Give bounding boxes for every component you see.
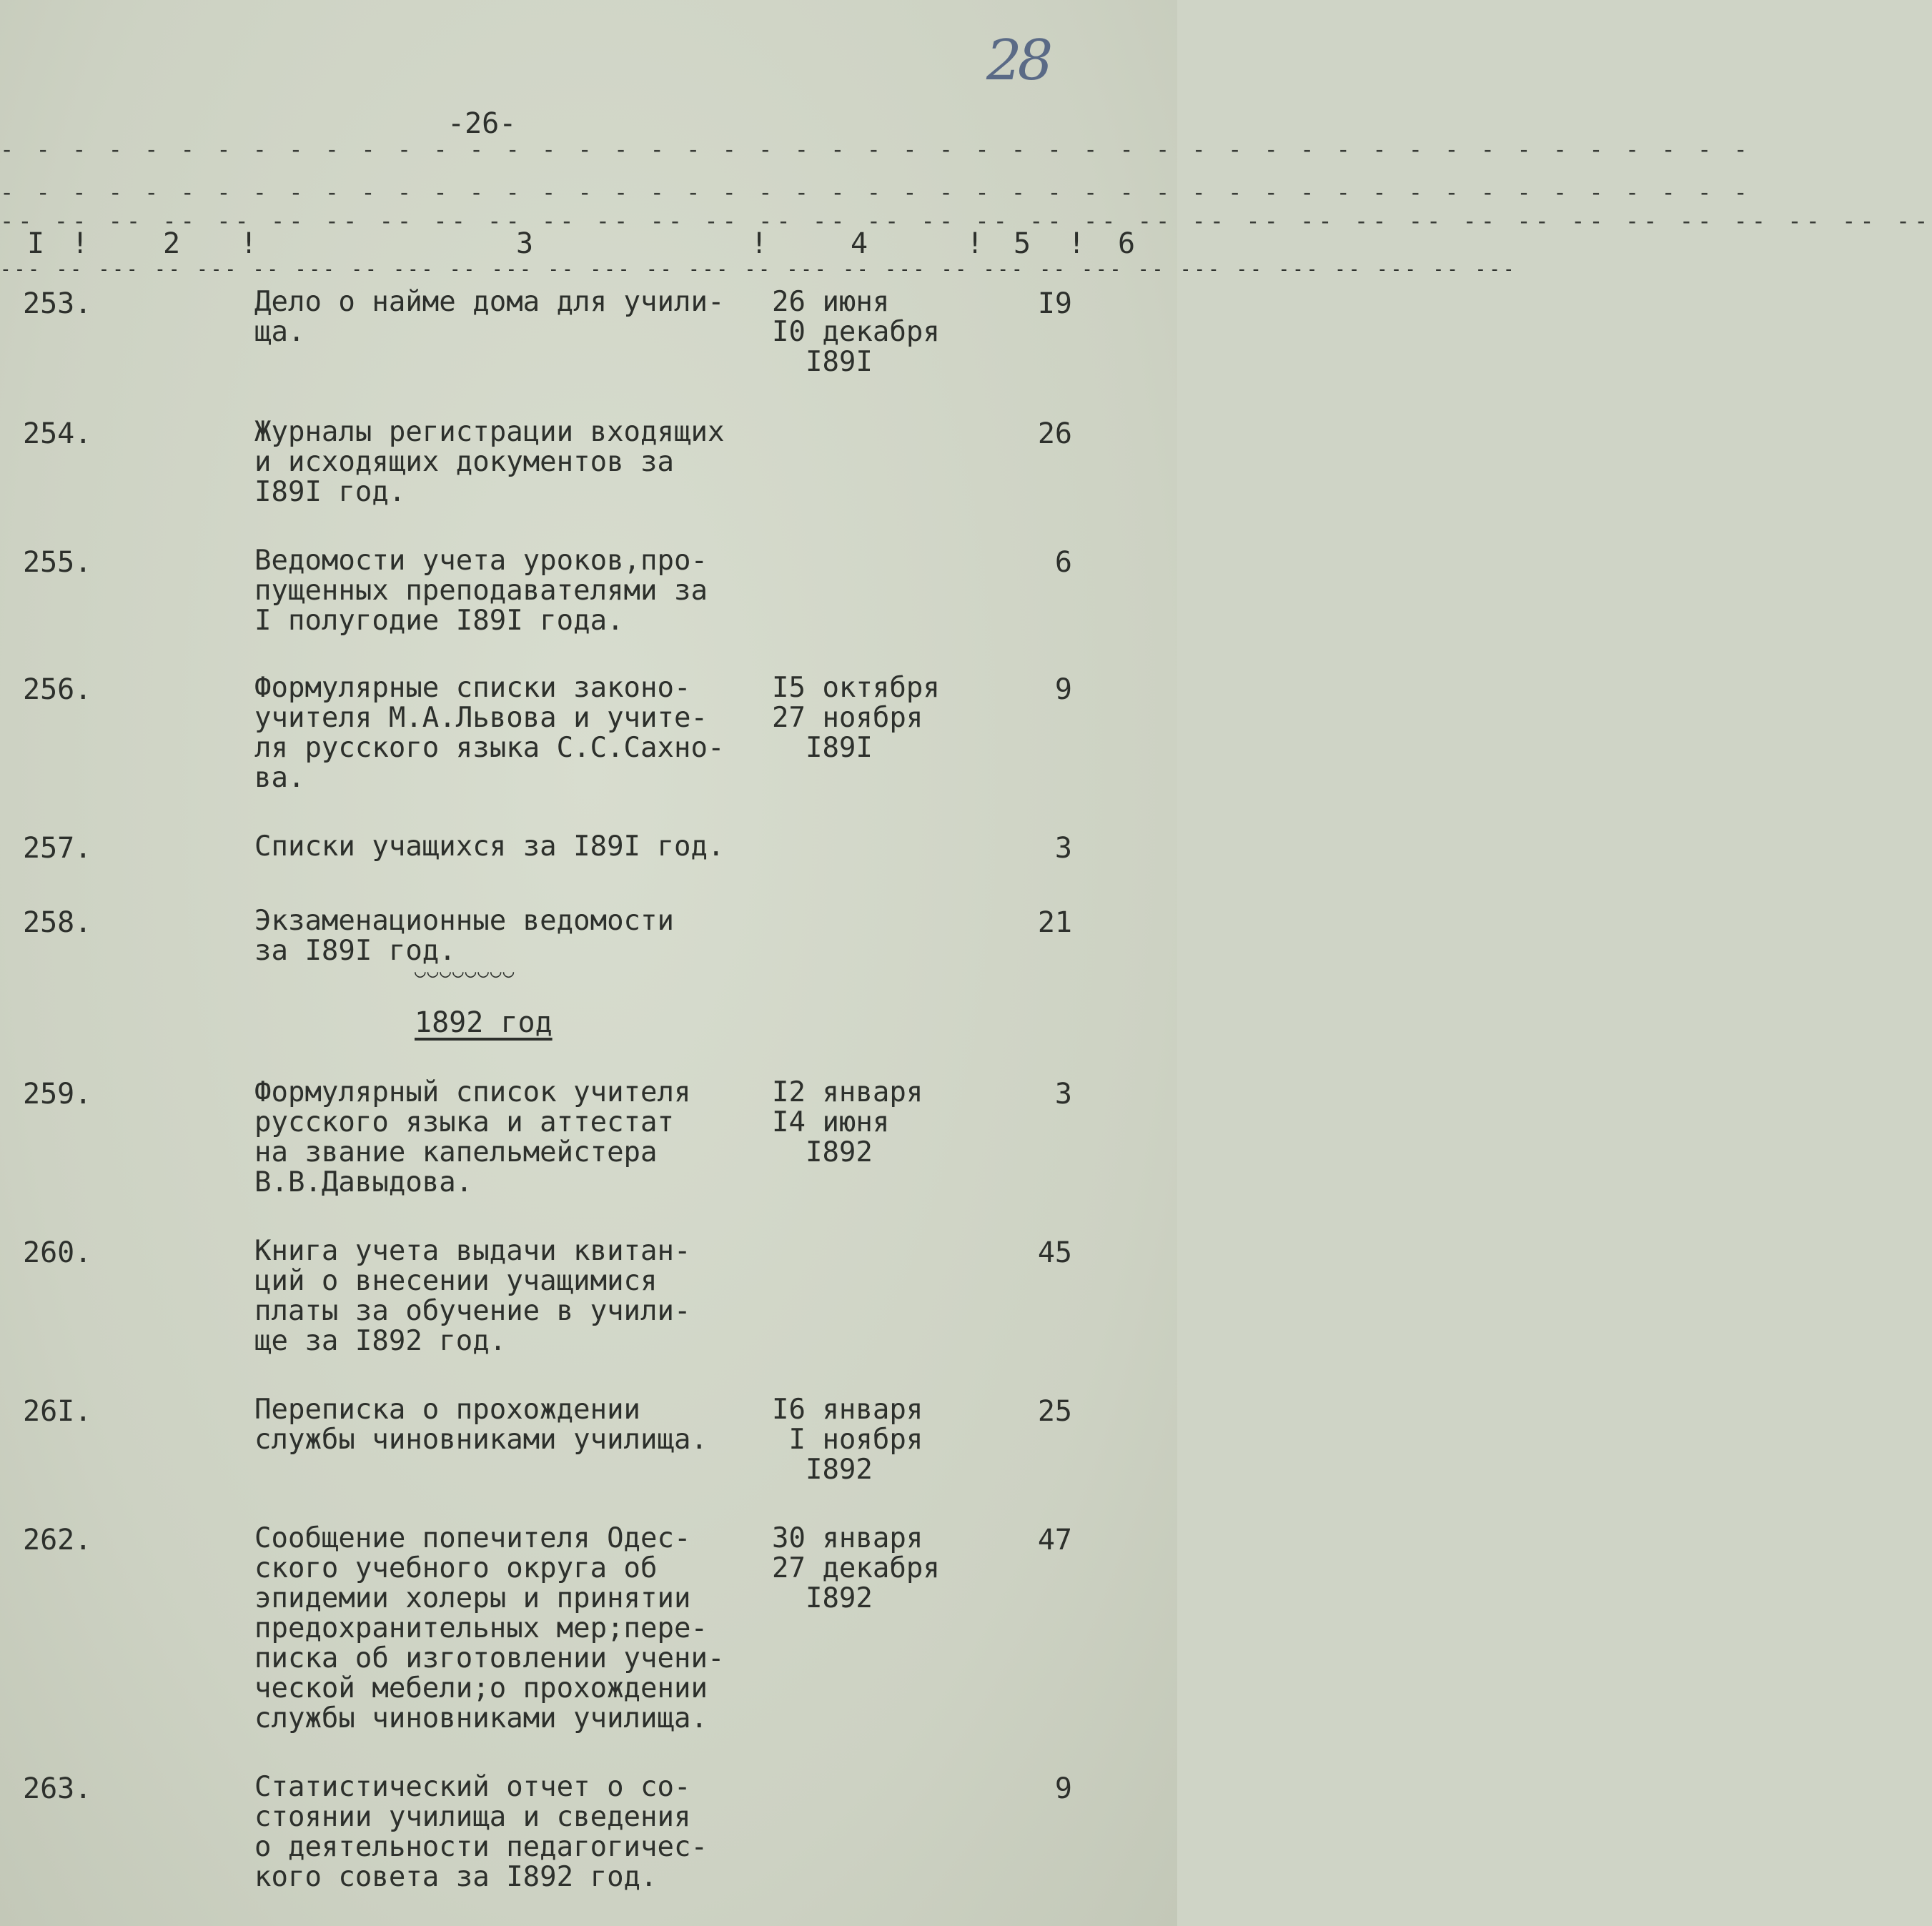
dashed-divider: - - - - - - - - - - - - - - - - - - - - - - - - - - - - - - - - - - - - - - - - - - - - - - - - - [0, 136, 1752, 163]
column-separator: ! [966, 227, 984, 260]
year-heading: 1892 год [415, 1006, 553, 1039]
entry-number: 262. [23, 1524, 92, 1557]
entry-number: 255. [23, 546, 92, 579]
dashed-divider: -- -- -- -- -- -- -- -- -- -- -- -- -- -- -- -- -- -- -- -- -- -- -- -- -- -- -- -- -- -- -- -- -- -- -- -- [0, 207, 1932, 234]
column-header-1: I [27, 227, 45, 260]
entry-number: 253. [23, 287, 92, 320]
entry-description: Журналы регистрации входящих и исходящих документов за I89I год. [254, 416, 725, 508]
entry-dates: 30 января 27 декабря I892 [772, 1522, 940, 1614]
dashed-divider: - - - - - - - - - - - - - - - - - - - - - - - - - - - - - - - - - - - - - - - - - - - - - - - - - [0, 179, 1752, 206]
entry-sheet-count: 9 [1054, 1772, 1072, 1805]
column-header-2: 2 [163, 227, 181, 260]
column-header-6: 6 [1118, 227, 1136, 260]
entry-sheet-count: 45 [1037, 1236, 1072, 1269]
entry-number: 260. [23, 1236, 92, 1269]
entry-sheet-count: 3 [1054, 832, 1072, 865]
entry-number: 254. [23, 417, 92, 450]
entry-sheet-count: 26 [1037, 417, 1072, 450]
page-number: -26- [447, 107, 517, 140]
entry-sheet-count: 21 [1037, 906, 1072, 939]
entry-description: Переписка о прохождении службы чиновниками училища. [254, 1394, 708, 1456]
entry-sheet-count: 9 [1054, 673, 1072, 706]
entry-number: 257. [23, 832, 92, 865]
entry-number: 26I. [23, 1395, 92, 1428]
entry-dates: I5 октября 27 ноября I89I [772, 672, 940, 764]
entry-number: 263. [23, 1772, 92, 1805]
entry-sheet-count: 25 [1037, 1395, 1072, 1428]
entry-description: Списки учащихся за I89I год. [254, 830, 725, 863]
column-header-4: 4 [851, 227, 868, 260]
underline-mark: ◡◡◡◡◡◡◡◡ [415, 960, 516, 982]
column-header-row [0, 227, 1177, 263]
entry-number: 258. [23, 906, 92, 939]
entry-dates: I2 января I4 июня I892 [772, 1076, 923, 1168]
column-separator: ! [240, 227, 258, 260]
entry-description: Сообщение попечителя Одес- ского учебного округа об эпидемии холеры и принятии предохранительных мер;пере- писка об изготовлении учени- ческой мебели;о прохождении службы чиновниками училища. [254, 1522, 725, 1734]
entry-description: Статистический отчет о со- стоянии училища и сведения о деятельности педагогичес- кого совета за I892 год. [254, 1771, 708, 1893]
entry-description: Формулярные списки законо- учителя М.А.Львова и учите- ля русского языка С.С.Сахно- ва. [254, 672, 725, 794]
entry-sheet-count: 6 [1054, 546, 1072, 579]
entry-sheet-count: 3 [1054, 1078, 1072, 1111]
column-separator: ! [1068, 227, 1086, 260]
entry-description: Дело о найме дома для учили- ща. [254, 286, 725, 348]
entry-dates: 26 июня I0 декабря I89I [772, 286, 940, 378]
entry-sheet-count: I9 [1037, 287, 1072, 320]
column-header-3: 3 [516, 227, 534, 260]
entry-dates: I6 января I ноября I892 [772, 1394, 923, 1486]
entry-sheet-count: 47 [1037, 1524, 1072, 1557]
entry-description: Формулярный список учителя русского языка и аттестат на звание капельмейстера В.В.Давыдова. [254, 1076, 691, 1198]
column-separator: ! [71, 227, 89, 260]
column-header-5: 5 [1014, 227, 1031, 260]
handwritten-page-number: 28 [986, 29, 1049, 93]
entry-description: Экзаменационные ведомости за I89I год. [254, 905, 674, 967]
column-separator: ! [750, 227, 768, 260]
entry-description: Ведомости учета уроков,про- пущенных преподавателями за I полугодие I89I года. [254, 545, 708, 637]
entry-number: 256. [23, 673, 92, 706]
entry-number: 259. [23, 1078, 92, 1111]
header-rule: --- -- --- -- --- -- --- -- --- -- --- -- --- -- --- -- --- -- --- -- --- -- --- -- --- -- --- -- --- -- --- [0, 259, 1517, 280]
entry-description: Книга учета выдачи квитан- ций о внесении учащимися платы за обучение в учили- ще за I892 год. [254, 1235, 691, 1357]
